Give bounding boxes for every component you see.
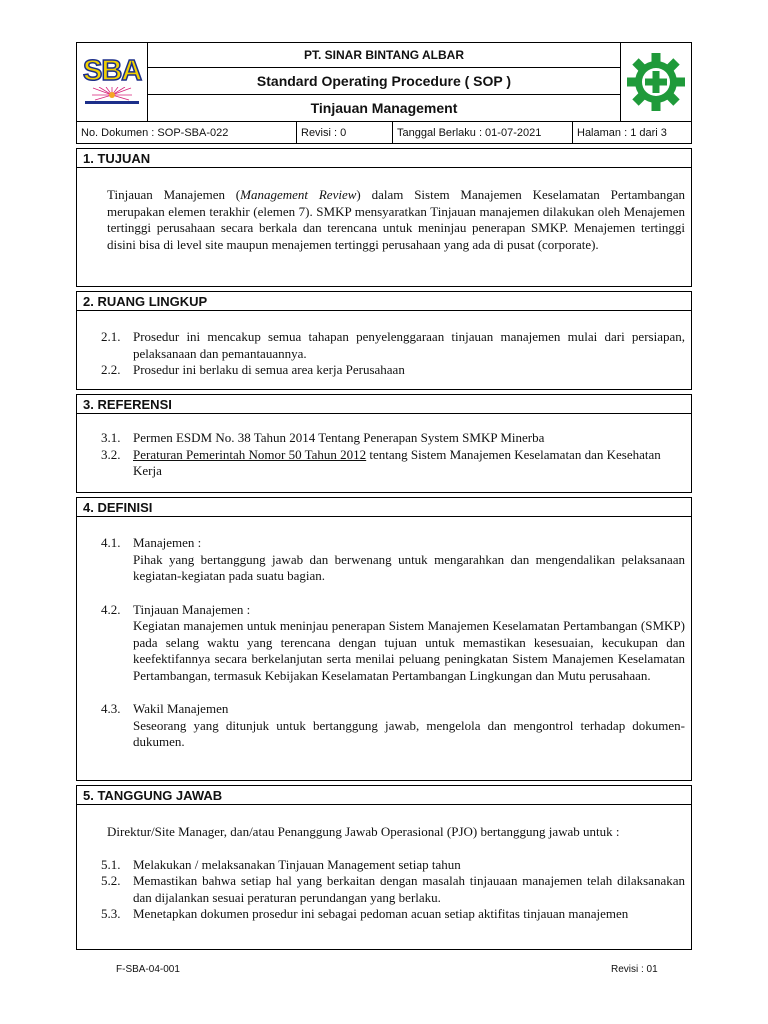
section-ruang-heading: 2. RUANG LINGKUP [76,291,692,311]
k3-logo-cell [620,43,691,121]
logo-cell [77,43,148,121]
definition-item [77,701,691,751]
tujuan-paragraph [77,187,691,253]
sba-logo-text: SBA [83,55,142,87]
item-text: tentang Sistem Manajemen Keselamatan dan Kesehatan Kerja [133,446,661,478]
item-number: 5.1. [101,856,121,872]
definition-term: Manajemen : [133,535,202,550]
tanggung-intro: Direktur/Site Manager, dan/atau Penanggung Jawab Operasional (PJO) bertanggung jawab untuk : [107,824,620,839]
item-text: Memastikan bahwa setiap hal yang berkaitan dengan masalah tinjauaan manajemen telah dilaksanakan dan dijalankan sesuai peraturan perundangan yang berlaku. [133,873,685,905]
k3-safety-gear-icon [621,43,691,121]
section-ruang-body [76,311,692,390]
item-number: 4.1. [101,535,121,550]
effective-date: Tanggal Berlaku : 01-07-2021 [393,122,573,144]
footer-revision: Revisi : 01 [611,964,658,975]
list-item [77,857,691,874]
tujuan-text-italic: Management Review [240,187,357,202]
doc-title: Tinjauan Management [310,100,458,116]
regulation-link[interactable]: Peraturan Pemerintah Nomor 50 Tahun 2012 [133,446,367,462]
definition-item [77,602,691,685]
item-number: 5.3. [101,906,121,921]
document-page [76,42,692,950]
section-tanggung-body [76,805,692,950]
list-item [77,447,691,480]
definition-item [77,535,691,585]
definition-text: Pihak yang bertanggung jawab dan berwenang untuk mengarahkan dan mengendalikan pelaksanaan kegiatan-kegiatan pada suatu bagian. [133,551,685,583]
list-item [77,430,691,447]
list-item [77,329,691,362]
doc-number: No. Dokumen : SOP-SBA-022 [77,122,297,144]
item-text: Melakukan / melaksanakan Tinjauan Management setiap tahun [133,856,461,872]
item-number: 4.2. [101,601,121,617]
header-titles [147,43,621,121]
tujuan-text-rest: ) dalam Sistem Manajemen Keselamatan Pertambangan merupakan elemen terakhir (elemen 7). SMKP mensyaratkan Tinjauan manajemen dilakukan oleh Menajemen tertinggi perusahaan secara berkala dan terencana untuk meninjau penerapan SMKP. Menajemen tertinggi disini bisa di level site maupun menajemen tertinggi perusahaan yang ada di pusat (corporate). [107,187,685,252]
definition-term: Wakil Manajemen [133,701,229,716]
item-text: Prosedur ini berlaku di semua area kerja Perusahaan [133,362,405,377]
page-number: Halaman : 1 dari 3 [577,127,667,139]
company-name: PT. SINAR BINTANG ALBAR [147,43,621,68]
section-tanggung-heading: 5. TANGGUNG JAWAB [76,785,692,805]
definition-text: Seseorang yang ditunjuk untuk bertanggung jawab, mengelola dan mengontrol terhadap dokumen-dukumen. [133,717,685,749]
item-text: Menetapkan dokumen prosedur ini sebagai pedoman acuan setiap aktifitas tinjauan manajemen [133,906,629,921]
doc-type: Standard Operating Procedure ( SOP ) [147,68,621,95]
section-tujuan-body [76,168,692,287]
doc-meta-row [77,121,691,144]
section-referensi-body [76,414,692,493]
item-text: Prosedur ini mencakup semua tahapan penyelenggaraan tinjauan manajemen mulai dari persiapan, pelaksanaan dan pemantauannya. [133,329,685,361]
section-referensi-heading: 3. REFERENSI [76,394,692,414]
section-definisi-heading: 4. DEFINISI [76,497,692,517]
item-number: 3.1. [101,430,121,445]
list-item [77,906,691,923]
list-item [77,873,691,906]
item-number: 2.2. [101,362,121,377]
list-item [77,362,691,379]
footer-form-code: F-SBA-04-001 [116,964,180,975]
item-number: 5.2. [101,873,121,888]
definition-text: Kegiatan manajemen untuk meninjau penerapan Sistem Manajemen Keselamatan Pertambangan (SMKP) pada selang waktu yang terencana dengan tujuan untuk memastikan kesesuaian, kecukupan dan keefektifannya secara berkelanjutan serta menilai peluang peningkatan Sistem Manajemen Keselamatan Pertambangan, termasuk Kebijakan Keselamatan Pertambangan Lingkungan dan Mutu perusahaan. [133,618,685,683]
tujuan-text-start: Tinjauan Manajemen ( [107,187,241,202]
logo-underline [85,101,139,104]
item-number: 2.1. [101,329,121,344]
section-definisi-body [76,517,692,781]
section-tujuan-heading: 1. TUJUAN [76,148,692,168]
item-text: Permen ESDM No. 38 Tahun 2014 Tentang Penerapan System SMKP Minerba [133,430,545,445]
definition-term: Tinjauan Manajemen : [133,601,251,617]
sba-logo [83,53,141,109]
document-header [76,42,692,144]
item-number: 3.2. [101,446,121,462]
doc-revision: Revisi : 0 [297,122,393,144]
item-number: 4.3. [101,701,121,716]
starburst-icon [91,87,133,101]
